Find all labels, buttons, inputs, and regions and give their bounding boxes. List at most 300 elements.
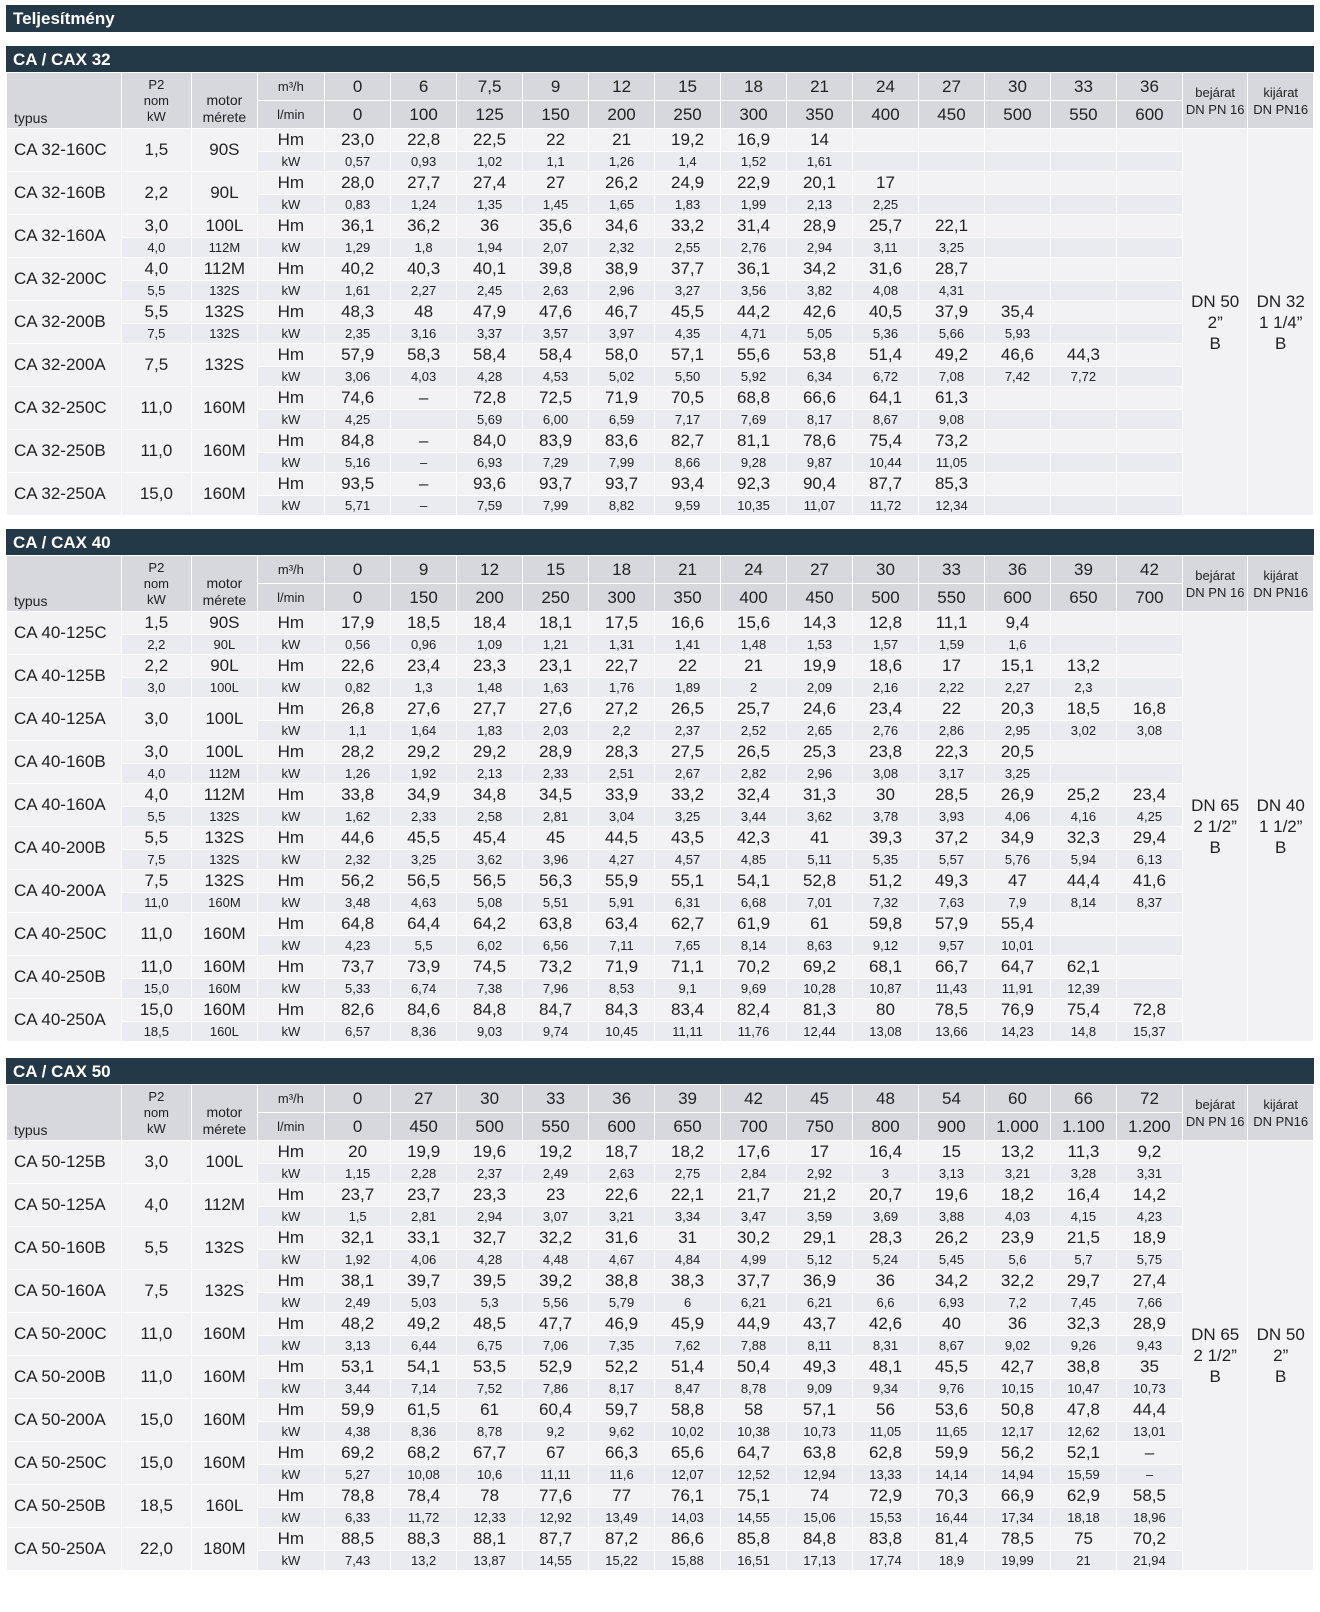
unit-hm: Hm — [257, 1399, 325, 1422]
head-value: 73,2 — [523, 956, 589, 979]
head-value — [1050, 215, 1116, 238]
power-value: 5,45 — [919, 1250, 985, 1270]
inlet-line: DN 65 — [1191, 1325, 1240, 1344]
power-value: 1,35 — [457, 195, 523, 215]
power-value: 9,87 — [787, 453, 853, 473]
head-value: 31,3 — [787, 784, 853, 807]
power-value — [1050, 410, 1116, 430]
head-value: 16,6 — [655, 612, 721, 635]
table-row — [7, 807, 1314, 827]
power-value: 1,92 — [391, 764, 457, 784]
inlet-line: B — [1209, 1367, 1221, 1386]
power-value: 8,11 — [787, 1336, 853, 1356]
power-value — [984, 195, 1050, 215]
head-value: 43,5 — [655, 827, 721, 850]
flow-lmin-cell: 900 — [919, 1113, 985, 1141]
head-value: 29,7 — [1050, 1270, 1116, 1293]
unit-kw: kW — [257, 453, 325, 473]
power-value: 2,33 — [391, 807, 457, 827]
power-value: 5,27 — [325, 1465, 391, 1485]
power-value: 4,53 — [523, 367, 589, 387]
head-value: 18,1 — [523, 612, 589, 635]
motor-size: 160M — [192, 999, 257, 1022]
motor-size-alt: 112M — [192, 238, 257, 258]
header-motor-line: mérete — [202, 592, 247, 608]
flow-lmin-cell: 150 — [391, 584, 457, 612]
power-value: 5,11 — [787, 850, 853, 870]
power-value: 2,49 — [523, 1164, 589, 1184]
head-value: 45,9 — [655, 1313, 721, 1336]
head-value: 52,8 — [787, 870, 853, 893]
power-value: 9,69 — [721, 979, 787, 999]
head-value: 63,8 — [523, 913, 589, 936]
power-value — [1050, 281, 1116, 301]
power-value: 13,49 — [589, 1508, 655, 1528]
pump-type-name: CA 40-160A — [7, 784, 122, 827]
head-value: 93,6 — [457, 473, 523, 496]
head-value: 44,9 — [721, 1313, 787, 1336]
head-value: 42,6 — [853, 1313, 919, 1336]
flow-lmin-cell: 350 — [787, 101, 853, 129]
head-value: 93,7 — [523, 473, 589, 496]
unit-kw: kW — [257, 238, 325, 258]
power-value: 4,99 — [721, 1250, 787, 1270]
power-value: 6,31 — [655, 893, 721, 913]
unit-kw: kW — [257, 195, 325, 215]
head-value: 93,7 — [589, 473, 655, 496]
flow-lmin-cell: 750 — [787, 1113, 853, 1141]
head-value: 53,8 — [787, 344, 853, 367]
power-value: 3,21 — [589, 1207, 655, 1227]
head-value — [1050, 913, 1116, 936]
inlet-line: 2 1/2” — [1193, 817, 1237, 836]
power-value: 5,51 — [523, 893, 589, 913]
head-value: 18,7 — [589, 1141, 655, 1164]
head-value: 52,9 — [523, 1356, 589, 1379]
power-value: 8,47 — [655, 1379, 721, 1399]
power-value: 7,29 — [523, 453, 589, 473]
head-value: 15 — [919, 1141, 985, 1164]
flow-m3h-cell: 24 — [853, 73, 919, 101]
power-value: 1,61 — [787, 152, 853, 172]
power-value — [1116, 453, 1182, 473]
power-value: 14,55 — [721, 1508, 787, 1528]
power-value: 7,86 — [523, 1379, 589, 1399]
head-value: 83,8 — [853, 1528, 919, 1551]
head-value: 78,8 — [325, 1485, 391, 1508]
head-value: 21,5 — [1050, 1227, 1116, 1250]
motor-size: 160M — [192, 430, 257, 473]
power-value: 8,14 — [1050, 893, 1116, 913]
header-outlet-line: DN PN16 — [1253, 1113, 1309, 1129]
power-value: 2,51 — [589, 764, 655, 784]
power-value: 4,08 — [853, 281, 919, 301]
p2-power: 3,0 — [121, 215, 192, 238]
power-value: 7,99 — [523, 496, 589, 516]
head-value: 47 — [984, 870, 1050, 893]
head-value: 83,9 — [523, 430, 589, 453]
head-value: 56,5 — [457, 870, 523, 893]
pump-type-name: CA 50-250B — [7, 1485, 122, 1528]
head-value: 20,7 — [853, 1184, 919, 1207]
head-value: 48,2 — [325, 1313, 391, 1336]
head-value: 34,8 — [457, 784, 523, 807]
head-value: 64,4 — [391, 913, 457, 936]
head-value: 27,4 — [457, 172, 523, 195]
head-value: 61 — [787, 913, 853, 936]
head-value: 16,8 — [1116, 698, 1182, 721]
p2-power: 1,5 — [121, 612, 192, 635]
header-p2-line: P2 — [148, 559, 165, 575]
head-value: 56 — [853, 1399, 919, 1422]
pump-type-name: CA 50-200B — [7, 1356, 122, 1399]
power-value: 1,89 — [655, 678, 721, 698]
unit-hm: Hm — [257, 1356, 325, 1379]
power-value: 6,6 — [853, 1293, 919, 1313]
header-inlet-line: DN PN 16 — [1185, 584, 1245, 600]
head-value: 22 — [655, 655, 721, 678]
head-value: 23,0 — [325, 129, 391, 152]
power-value: 1,3 — [391, 678, 457, 698]
outlet-line: B — [1275, 1367, 1287, 1386]
head-value — [1116, 612, 1182, 635]
power-value: 4,28 — [457, 1250, 523, 1270]
power-value: 2,49 — [325, 1293, 391, 1313]
unit-kw: kW — [257, 1379, 325, 1399]
power-value: 5,24 — [853, 1250, 919, 1270]
flow-lmin-cell: 700 — [721, 1113, 787, 1141]
power-value: 6,72 — [853, 367, 919, 387]
table-row — [7, 238, 1314, 258]
power-value: 16,51 — [721, 1551, 787, 1571]
p2-power: 3,0 — [121, 741, 192, 764]
pump-type-name: CA 32-160C — [7, 129, 122, 172]
head-value: 53,5 — [457, 1356, 523, 1379]
power-value: 17,34 — [984, 1508, 1050, 1528]
inlet-line: B — [1209, 333, 1221, 353]
motor-size-alt: 100L — [192, 678, 257, 698]
head-value — [919, 129, 985, 152]
power-value: 8,78 — [457, 1422, 523, 1442]
pump-type-name: CA 40-125B — [7, 655, 122, 698]
pump-type-name: CA 40-125A — [7, 698, 122, 741]
head-value: 36 — [853, 1270, 919, 1293]
head-value — [1116, 913, 1182, 936]
power-value: 12,92 — [523, 1508, 589, 1528]
head-value: 51,2 — [853, 870, 919, 893]
section-ca-cax-40 — [6, 529, 1314, 1042]
power-value: 11,72 — [391, 1508, 457, 1528]
head-value: 54,1 — [721, 870, 787, 893]
head-value: 13,2 — [984, 1141, 1050, 1164]
pump-type-name: CA 32-160A — [7, 215, 122, 258]
power-value: 11,05 — [919, 453, 985, 473]
p2-power-alt: 4,0 — [121, 764, 192, 784]
power-value: 7,9 — [984, 893, 1050, 913]
unit-hm: Hm — [257, 1528, 325, 1551]
p2-power: 15,0 — [121, 1442, 192, 1485]
head-value: 74 — [787, 1485, 853, 1508]
head-value: 17,9 — [325, 612, 391, 635]
power-value: 2,03 — [523, 721, 589, 741]
header-inlet-line: bejárat — [1195, 84, 1236, 100]
power-value: 3,62 — [457, 850, 523, 870]
motor-size: 112M — [192, 784, 257, 807]
head-value: 14,3 — [787, 612, 853, 635]
flow-m3h-cell: 42 — [1116, 556, 1182, 584]
power-value: 11,07 — [787, 496, 853, 516]
flow-m3h-cell: 45 — [787, 1085, 853, 1113]
head-value: 38,3 — [655, 1270, 721, 1293]
power-value: 7,14 — [391, 1379, 457, 1399]
head-value: 28,3 — [853, 1227, 919, 1250]
head-value: 23,7 — [391, 1184, 457, 1207]
head-value: 27,6 — [523, 698, 589, 721]
flow-lmin-cell: 1.100 — [1050, 1113, 1116, 1141]
head-value: 57,9 — [919, 913, 985, 936]
unit-kw: kW — [257, 1422, 325, 1442]
head-value: 56,2 — [325, 870, 391, 893]
power-value: 3,06 — [325, 367, 391, 387]
head-value: 58,0 — [589, 344, 655, 367]
power-value: 6,74 — [391, 979, 457, 999]
motor-size: 160L — [192, 1485, 257, 1528]
p2-power: 15,0 — [121, 473, 192, 516]
header-p2-line: P2 — [148, 1088, 165, 1104]
power-value: 3,93 — [919, 807, 985, 827]
power-value: 5,08 — [457, 893, 523, 913]
motor-size: 160M — [192, 1442, 257, 1485]
motor-size-alt: 160L — [192, 1022, 257, 1042]
p2-power: 11,0 — [121, 956, 192, 979]
power-value: 6,75 — [457, 1336, 523, 1356]
power-value: 13,01 — [1116, 1422, 1182, 1442]
head-value: 22 — [919, 698, 985, 721]
p2-power: 4,0 — [121, 784, 192, 807]
head-value: 40,1 — [457, 258, 523, 281]
head-value: 71,9 — [589, 387, 655, 410]
table-row — [7, 324, 1314, 344]
head-value: 16,4 — [853, 1141, 919, 1164]
header-inlet — [1182, 556, 1247, 612]
head-value: 35,4 — [984, 301, 1050, 324]
power-value: 1,24 — [391, 195, 457, 215]
unit-hm: Hm — [257, 430, 325, 453]
head-value: 71,1 — [655, 956, 721, 979]
p2-power-alt: 5,5 — [121, 281, 192, 301]
power-value: 7,42 — [984, 367, 1050, 387]
flow-lmin-cell: 125 — [457, 101, 523, 129]
head-value: 70,5 — [655, 387, 721, 410]
flow-m3h-cell: 42 — [721, 1085, 787, 1113]
head-value: 48,5 — [457, 1313, 523, 1336]
power-value: 11,6 — [589, 1465, 655, 1485]
head-value — [1050, 741, 1116, 764]
flow-lmin-cell: 500 — [457, 1113, 523, 1141]
power-value: 2,67 — [655, 764, 721, 784]
p2-power: 18,5 — [121, 1485, 192, 1528]
head-value: 64,1 — [853, 387, 919, 410]
unit-hm: Hm — [257, 1141, 325, 1164]
head-value: 80 — [853, 999, 919, 1022]
header-p2 — [121, 73, 192, 129]
head-value: 21,7 — [721, 1184, 787, 1207]
head-value: 44,6 — [325, 827, 391, 850]
head-value — [1116, 301, 1182, 324]
unit-lmin: l/min — [257, 1113, 325, 1141]
power-value: 9,76 — [919, 1379, 985, 1399]
power-value: 3,48 — [325, 893, 391, 913]
head-value: 23,9 — [984, 1227, 1050, 1250]
unit-hm: Hm — [257, 999, 325, 1022]
p2-power: 4,0 — [121, 1184, 192, 1227]
table-row — [7, 172, 1314, 195]
head-value: 62,1 — [1050, 956, 1116, 979]
performance-table — [6, 555, 1314, 1042]
unit-hm: Hm — [257, 698, 325, 721]
power-value: 2,94 — [457, 1207, 523, 1227]
head-value — [1050, 430, 1116, 453]
power-value: 11,72 — [853, 496, 919, 516]
unit-kw: kW — [257, 1336, 325, 1356]
motor-size: 160M — [192, 1356, 257, 1399]
flow-m3h-cell: 21 — [787, 73, 853, 101]
header-p2-line: kW — [146, 1120, 166, 1136]
head-value: 70,2 — [1116, 1528, 1182, 1551]
unit-hm: Hm — [257, 1485, 325, 1508]
head-value: 39,3 — [853, 827, 919, 850]
power-value: 12,39 — [1050, 979, 1116, 999]
head-value — [1116, 430, 1182, 453]
head-value: 18,5 — [391, 612, 457, 635]
head-value: 76,1 — [655, 1485, 721, 1508]
flow-lmin-cell: 800 — [853, 1113, 919, 1141]
unit-hm: Hm — [257, 172, 325, 195]
power-value: 11,65 — [919, 1422, 985, 1442]
power-value: 3,08 — [1116, 721, 1182, 741]
header-typus: typus — [7, 73, 122, 129]
header-p2-line: nom — [143, 92, 170, 108]
power-value: 7,43 — [325, 1551, 391, 1571]
head-value: 27 — [523, 172, 589, 195]
head-value — [984, 258, 1050, 281]
power-value: 2,27 — [984, 678, 1050, 698]
head-value: 32,3 — [1050, 827, 1116, 850]
power-value: 4,85 — [721, 850, 787, 870]
power-value: 7,96 — [523, 979, 589, 999]
head-value: 78,6 — [787, 430, 853, 453]
power-value: 3,08 — [853, 764, 919, 784]
p2-power: 3,0 — [121, 698, 192, 741]
unit-hm: Hm — [257, 827, 325, 850]
motor-size: 160M — [192, 1399, 257, 1442]
pump-type-name: CA 40-125C — [7, 612, 122, 655]
power-value — [1116, 936, 1182, 956]
head-value: – — [391, 387, 457, 410]
power-value: 2,37 — [457, 1164, 523, 1184]
head-value: 88,3 — [391, 1528, 457, 1551]
inlet-line: DN 50 — [1191, 291, 1240, 311]
header-outlet-line: kijárat — [1263, 1096, 1299, 1112]
power-value: 2,13 — [787, 195, 853, 215]
motor-size-alt: 112M — [192, 764, 257, 784]
header-p2 — [121, 1085, 192, 1141]
table-row — [7, 893, 1314, 913]
head-value: 68,8 — [721, 387, 787, 410]
head-value — [1116, 655, 1182, 678]
section-title: CA / CAX 32 — [6, 46, 1314, 72]
head-value: 77 — [589, 1485, 655, 1508]
power-value: 5,02 — [589, 367, 655, 387]
flow-lmin-cell: 450 — [391, 1113, 457, 1141]
p2-power: 11,0 — [121, 913, 192, 956]
head-value: 75,4 — [853, 430, 919, 453]
power-value: 2,94 — [787, 238, 853, 258]
power-value: 4,06 — [984, 807, 1050, 827]
power-value: 3,21 — [984, 1164, 1050, 1184]
power-value: 9,12 — [853, 936, 919, 956]
power-value: 6,57 — [325, 1022, 391, 1042]
flow-lmin-cell: 400 — [853, 101, 919, 129]
p2-power-alt: 18,5 — [121, 1022, 192, 1042]
power-value: 13,2 — [391, 1551, 457, 1571]
motor-size: 132S — [192, 1270, 257, 1313]
head-value: 41,6 — [1116, 870, 1182, 893]
pump-type-name: CA 40-160B — [7, 741, 122, 784]
table-row — [7, 678, 1314, 698]
power-value: 9,43 — [1116, 1336, 1182, 1356]
head-value: 84,0 — [457, 430, 523, 453]
head-value: 67 — [523, 1442, 589, 1465]
head-value: 26,2 — [589, 172, 655, 195]
head-value: 36 — [457, 215, 523, 238]
power-value: 9,1 — [655, 979, 721, 999]
power-value: 11,43 — [919, 979, 985, 999]
power-value: 1,62 — [325, 807, 391, 827]
power-value: 14,14 — [919, 1465, 985, 1485]
power-value: 2,55 — [655, 238, 721, 258]
head-value: 69,2 — [787, 956, 853, 979]
power-value: 5,35 — [853, 850, 919, 870]
table-row — [7, 827, 1314, 850]
header-row-m3h — [7, 73, 1314, 101]
flow-m3h-cell: 9 — [391, 556, 457, 584]
power-value: 15,53 — [853, 1508, 919, 1528]
power-value: 0,96 — [391, 635, 457, 655]
header-inlet-line: bejárat — [1195, 567, 1236, 583]
header-p2-line: kW — [146, 108, 166, 124]
flow-m3h-cell: 36 — [1116, 73, 1182, 101]
power-value: 12,17 — [984, 1422, 1050, 1442]
head-value: 51,4 — [655, 1356, 721, 1379]
table-row — [7, 1141, 1314, 1164]
performance-table — [6, 72, 1314, 516]
head-value: 26,5 — [655, 698, 721, 721]
table-row — [7, 1313, 1314, 1336]
head-value: 88,1 — [457, 1528, 523, 1551]
power-value: 1,83 — [457, 721, 523, 741]
power-value: 7,66 — [1116, 1293, 1182, 1313]
power-value: 7,32 — [853, 893, 919, 913]
unit-kw: kW — [257, 496, 325, 516]
flow-m3h-cell: 27 — [391, 1085, 457, 1113]
head-value: 22,5 — [457, 129, 523, 152]
head-value: 19,6 — [457, 1141, 523, 1164]
motor-size: 132S — [192, 827, 257, 850]
flow-m3h-cell: 18 — [721, 73, 787, 101]
table-row — [7, 635, 1314, 655]
inlet-connection — [1182, 129, 1247, 516]
